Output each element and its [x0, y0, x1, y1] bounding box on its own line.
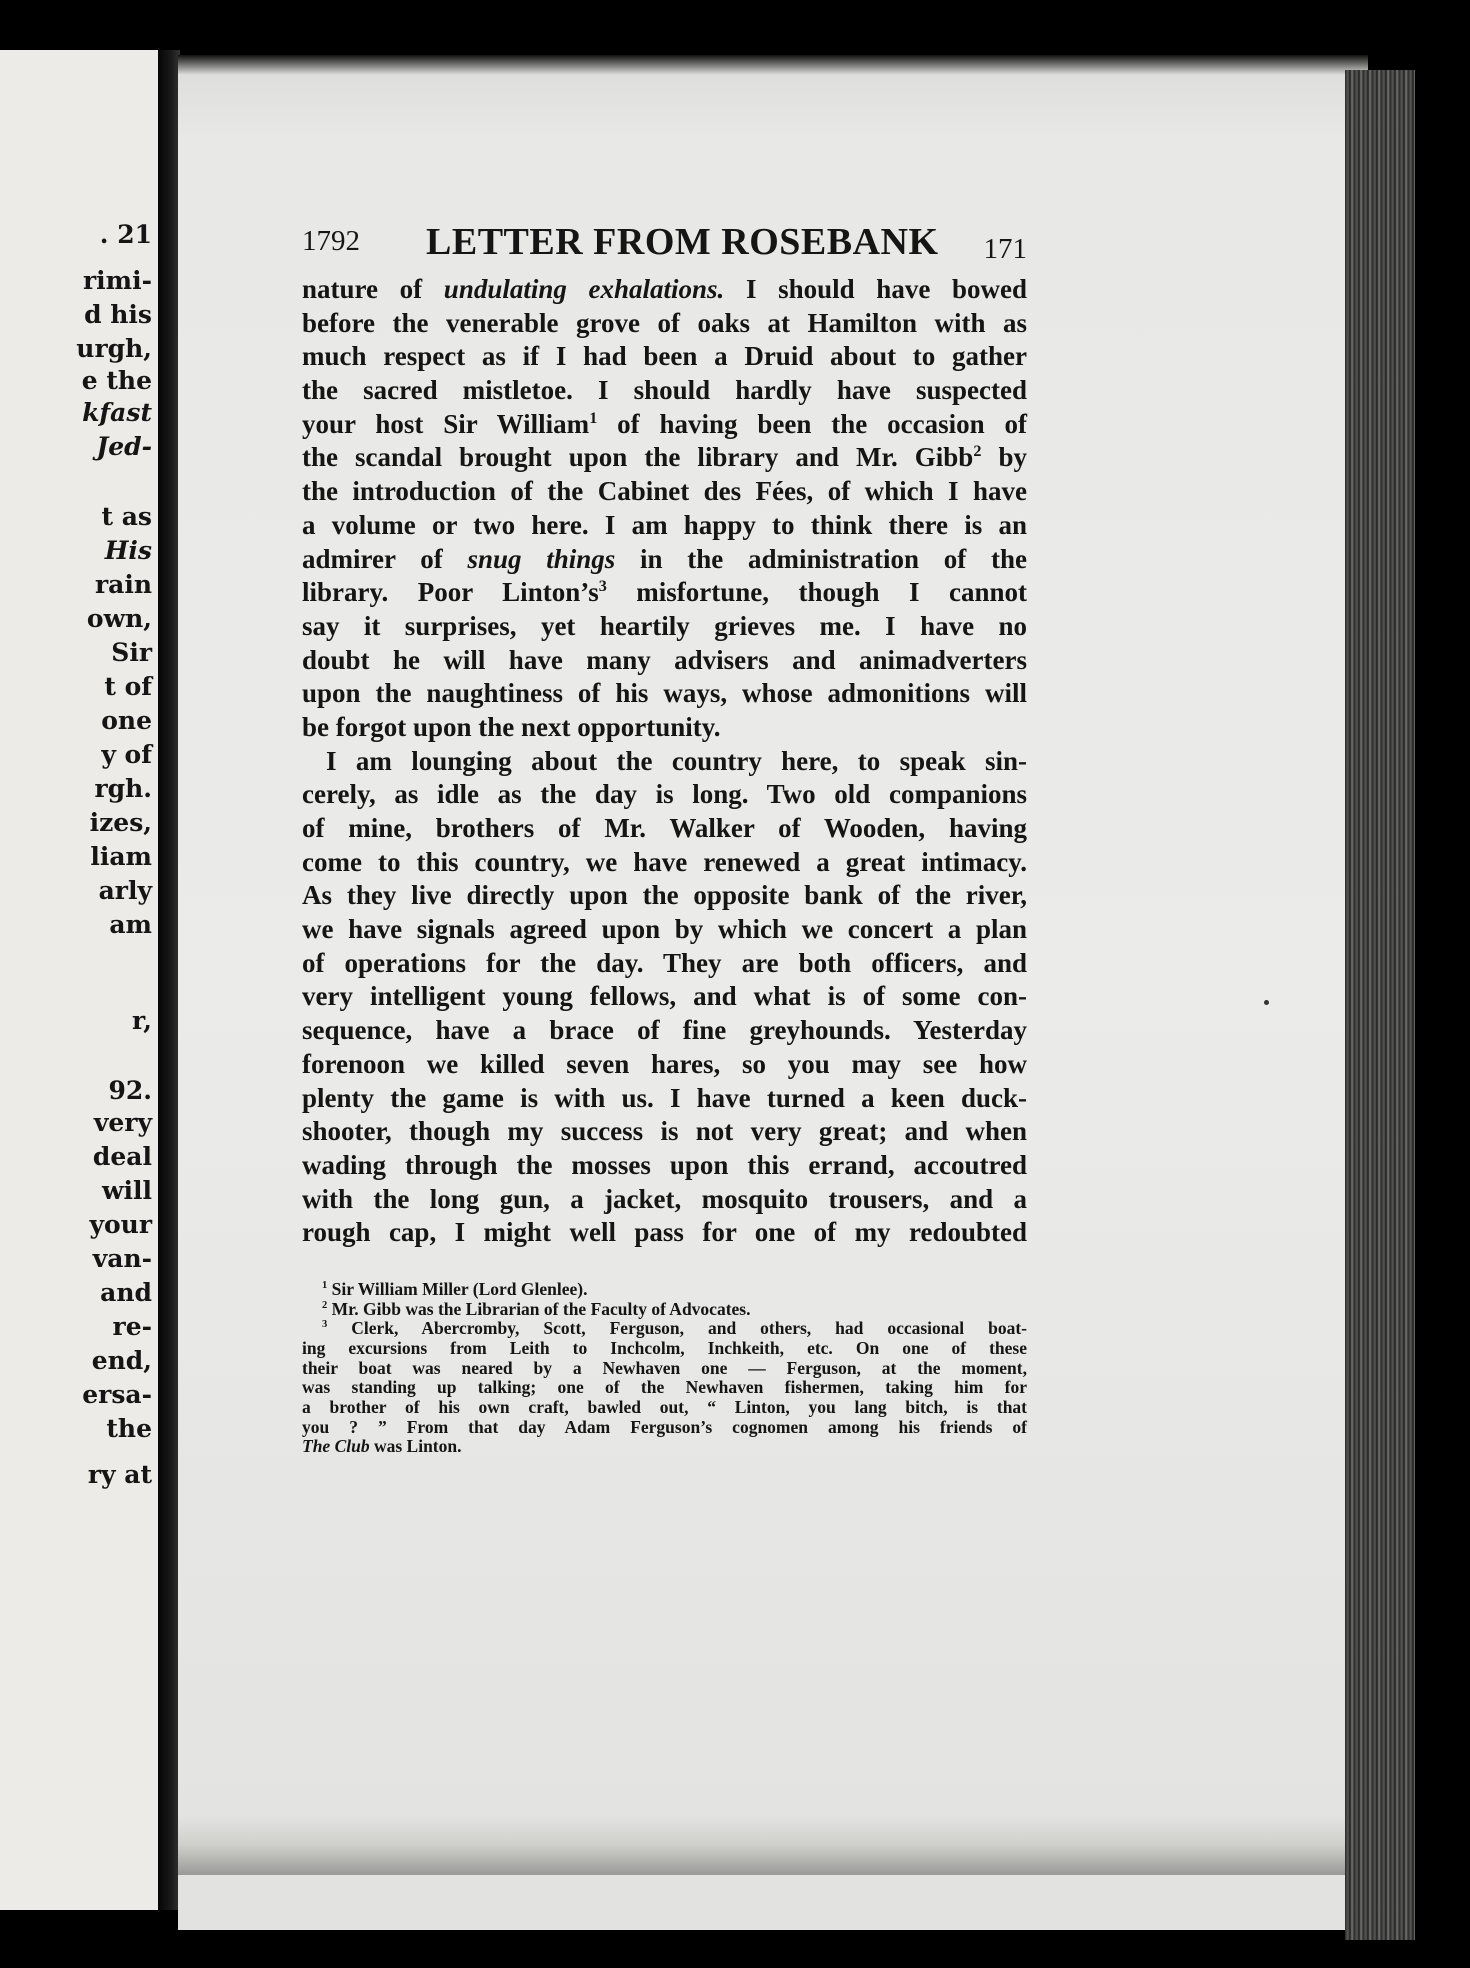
page-fore-edge: [1345, 70, 1415, 1940]
facing-page-fragment: rgh.: [94, 774, 152, 803]
facing-page-fragment: ry at: [87, 1460, 152, 1489]
facing-page-fragment: your: [89, 1210, 152, 1239]
footnotes: [302, 1280, 1027, 1457]
facing-page-fragment: urgh,: [76, 334, 152, 363]
facing-page-fragment: am: [109, 910, 152, 939]
text-line: we have signals agreed upon by which we concert a plan: [302, 914, 1027, 945]
footnote-line: a brother of his own craft, bawled out, “ Linton, you lang bitch, is that: [302, 1397, 1027, 1418]
text-line: nature of undulating exhalations. I should have bowed: [302, 274, 1027, 304]
text-line: upon the naughtiness of his ways, whose admonitions will: [302, 678, 1027, 709]
facing-page-fragment: re-: [112, 1312, 152, 1341]
text-line: very intelligent young fellows, and what is of some con-: [302, 981, 1027, 1012]
facing-page-fragment: deal: [92, 1142, 152, 1171]
text-line: much respect as if I had been a Druid about to gather: [302, 341, 1027, 372]
facing-page-fragment: arly: [98, 876, 152, 905]
facing-page-fragment: Sir: [111, 638, 152, 667]
text-line: rough cap, I might well pass for one of my redoubted: [302, 1217, 1027, 1248]
facing-page-fragment: Jed-: [96, 432, 152, 461]
facing-page-fragment: own,: [86, 604, 152, 633]
facing-page-fragment: liam: [90, 842, 152, 871]
facing-page-fragment: y of: [101, 740, 152, 769]
header-year: 1792: [302, 225, 360, 257]
facing-page-fragment: will: [101, 1176, 152, 1205]
text-line: wading through the mosses upon this errand, accoutred: [302, 1149, 1027, 1180]
page-content: [302, 215, 1027, 1457]
text-line: shooter, though my success is not very great; and when: [302, 1116, 1027, 1147]
text-line: forenoon we killed seven hares, so you may see how: [302, 1048, 1027, 1079]
facing-page-fragment: end,: [91, 1346, 152, 1375]
text-line: I am lounging about the country here, to speak sin-: [326, 745, 1027, 776]
facing-page-fragment: and: [100, 1278, 152, 1307]
footnote-line: $^1$ Sir William Miller (Lord Glenlee).: [322, 1278, 588, 1299]
text-line: of operations for the day. They are both officers, and: [302, 947, 1027, 978]
text-line: cerely, as idle as the day is long. Two old companions: [302, 779, 1027, 810]
facing-page-fragment: t as: [101, 502, 152, 531]
letter-body: [302, 273, 1027, 1250]
page-bottom-curl: [178, 1815, 1368, 1875]
facing-page-fragment: e the: [81, 366, 152, 395]
page-number: 171: [983, 233, 1027, 265]
text-line: be forgot upon the next opportunity.: [302, 711, 721, 742]
facing-page-fragment: rain: [94, 570, 152, 599]
text-line: admirer of snug things in the administration of the: [302, 543, 1027, 574]
text-line: doubt he will have many advisers and animadverters: [302, 644, 1027, 675]
text-line: the introduction of the Cabinet des Fées, of which I have: [302, 476, 1027, 507]
book-gutter: [158, 50, 180, 1910]
facing-page-fragment: His: [104, 536, 152, 565]
facing-page-fragment: . 21: [99, 220, 152, 249]
facing-page-fragment: very: [93, 1108, 152, 1137]
header-title: LETTER FROM ROSEBANK: [426, 221, 939, 263]
facing-page-fragment: the: [106, 1414, 152, 1443]
text-line: your host Sir William$^1$ of having been the occasion of: [302, 408, 1028, 439]
page-top-shadow: [178, 55, 1368, 75]
footnote-line: $^3$ Clerk, Abercromby, Scott, Ferguson, and others, had occasional boat-: [322, 1318, 1027, 1339]
facing-page-fragment: rimi-: [83, 266, 152, 295]
facing-page-fragment: 92.: [108, 1076, 152, 1105]
text-line: plenty the game is with us. I have turned a keen duck-: [302, 1082, 1027, 1113]
footnote-line: ing excursions from Leith to Inchcolm, Inchkeith, etc. On one of these: [302, 1338, 1027, 1358]
speck: [1264, 1000, 1269, 1005]
facing-page-fragment: van-: [92, 1244, 152, 1273]
facing-page-fragment: ersa-: [82, 1380, 152, 1409]
text-line: say it surprises, yet heartily grieves me. I have no: [302, 610, 1027, 641]
running-header: [302, 215, 1027, 265]
text-line: library. Poor $Linton’s^3$ misfortune, though I cannot: [302, 577, 1027, 608]
facing-page-fragment: izes,: [89, 808, 152, 837]
text-line: with the long gun, a jacket, mosquito trousers, and a: [302, 1183, 1027, 1214]
text-line: come to this country, we have renewed a great intimacy.: [302, 846, 1027, 877]
facing-page-fragment: kfast: [82, 398, 152, 427]
text-line: a volume or two here. I am happy to think there is an: [302, 509, 1027, 540]
facing-page-fragment: d his: [84, 300, 152, 329]
text-line: the sacred mistletoe. I should hardly have suspected: [302, 375, 1027, 406]
text-line: before the venerable grove of oaks at Hamilton with as: [302, 307, 1027, 338]
facing-page-fragment: one: [101, 706, 152, 735]
facing-page: [0, 50, 160, 1910]
text-line: of mine, brothers of Mr. Walker of Wooden, having: [302, 813, 1027, 843]
footnote-line: you ? ” From that day Adam Ferguson’s cognomen among his friends of: [302, 1416, 1027, 1437]
footnote-line: their boat was neared by a Newhaven one — Ferguson, at the moment,: [302, 1357, 1027, 1378]
text-line: As they live directly upon the opposite bank of the river,: [302, 880, 1027, 911]
text-line: sequence, have a brace of fine greyhounds. Yesterday: [302, 1015, 1027, 1046]
facing-page-fragment: t of: [104, 672, 152, 701]
facing-page-fragment: r,: [131, 1006, 152, 1035]
footnote-line: was standing up talking; one of the Newhaven fishermen, taking him for: [302, 1377, 1027, 1398]
footnote-line: $^2$ Mr. Gibb was the Librarian of the Faculty of Advocates.: [322, 1298, 751, 1319]
footnote-line: The Club was Linton.: [302, 1436, 462, 1457]
text-line: the scandal brought upon the library and Mr. Gibb$^2$ by: [302, 442, 1027, 473]
